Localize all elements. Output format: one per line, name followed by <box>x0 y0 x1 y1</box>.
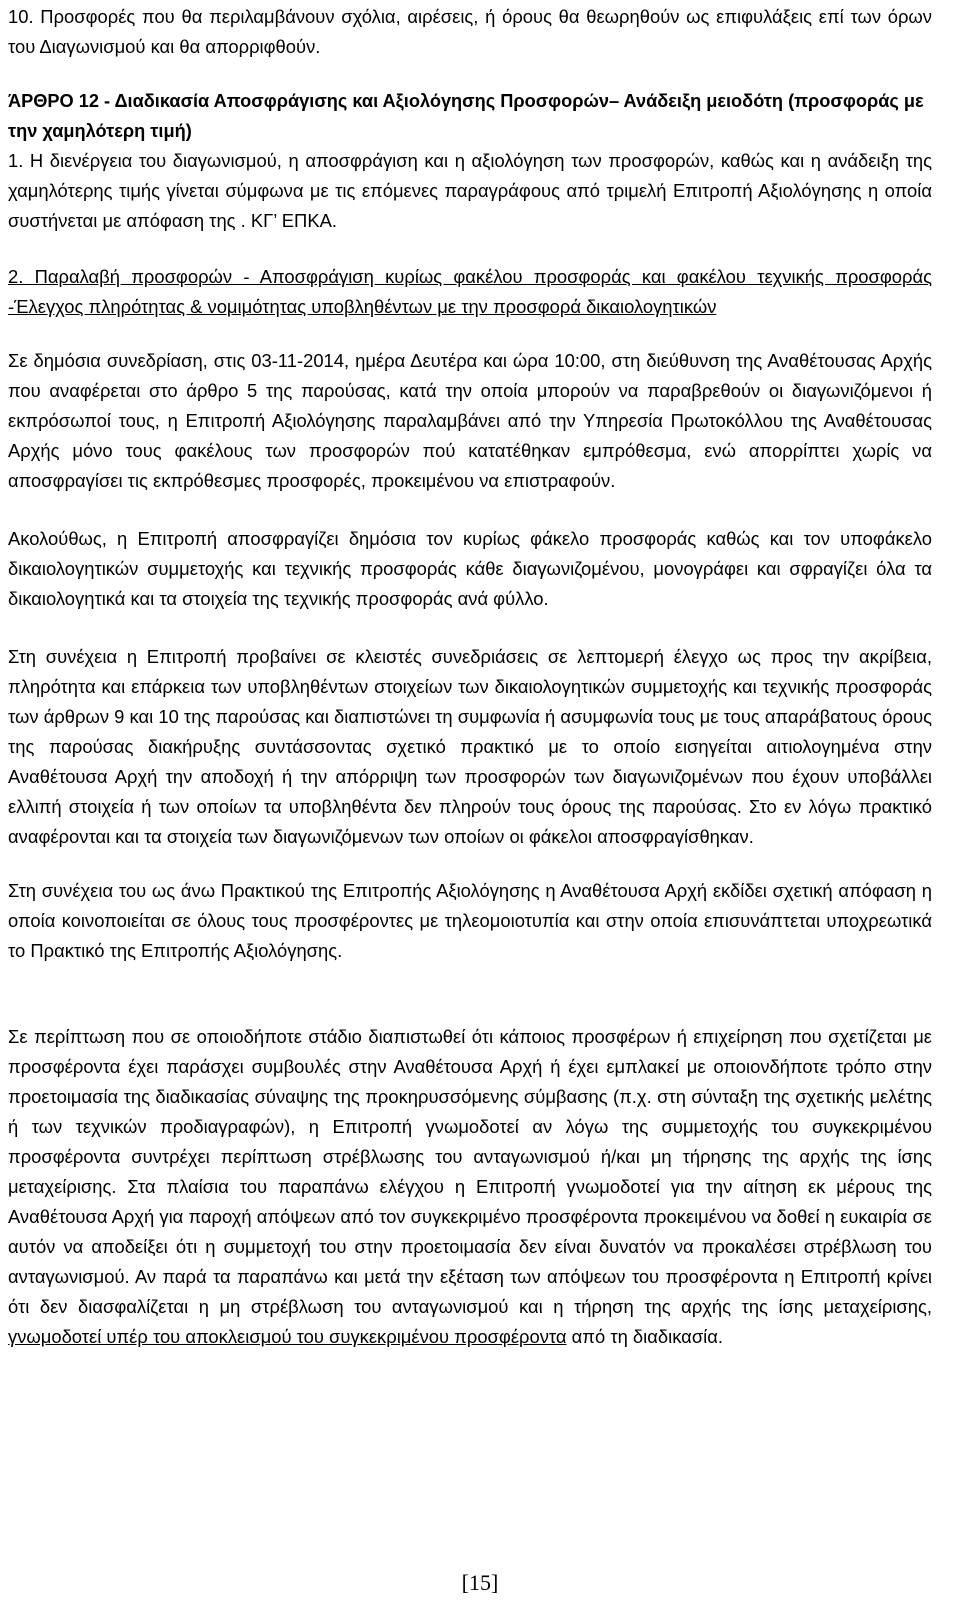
paragraph-2-text: Σε δημόσια συνεδρίαση, στις 03-11-2014, ημέρα Δευτέρα και ώρα 10:00, στη διεύθυνση της Αναθέτουσας Αρχής που αναφέρεται στο άρθρο 5 της παρούσας, κατά την οποία μπορούν να παραβρεθούν οι διαγωνιζόμενοι ή εκπρόσωποί τους, η Επιτροπή Αξιολόγησης παραλαμβάνει από την Υπηρεσία Πρωτοκόλλου της Αναθέτουσας Αρχής μόνο τους φακέλους των προσφορών πού κατατέθηκαν εμπρόθεσμα, ενώ απορρίπτει χωρίς να αποσφραγίσει τις εκπρόθεσμες προσφορές, προκειμένου να επιστραφούν. <box>8 350 932 491</box>
paragraph-1: 1. Η διενέργεια του διαγωνισμού, η αποσφράγιση και η αξιολόγηση των προσφορών, καθώς και η ανάδειξη της χαμηλότερης τιμής γίνεται σύμφωνα με τις επόμενες παραγράφους από τριμελή Επιτροπή Αξιολόγησης η οποία συστήνεται με απόφαση της . ΚΓ’ ΕΠΚΑ. <box>8 150 932 231</box>
paragraph-5: Στη συνέχεια του ως άνω Πρακτικού της Επιτροπής Αξιολόγησης η Αναθέτουσα Αρχή εκδίδει σχετική απόφαση η οποία κοινοποιείται σε όλους τους προσφέροντες με τηλεομοιοτυπία και στην οποία επισυνάπτεται υποχρεωτικά το Πρακτικό της Επιτροπής Αξιολόγησης. <box>8 880 932 961</box>
item-10-paragraph: 10. Προσφορές που θα περιλαμβάνουν σχόλια, αιρέσεις, ή όρους θα θεωρηθούν ως επιφυλάξεις επί των όρων του Διαγωνισμού και θα απορριφθούν. <box>8 6 932 57</box>
paragraph-6-ending: από τη διαδικασία. <box>566 1326 723 1347</box>
paragraph-6-text: Σε περίπτωση που σε οποιοδήποτε στάδιο διαπιστωθεί ότι κάποιος προσφέρων ή επιχείρηση που σχετίζεται με προσφέροντα έχει παράσχει συμβουλές στην Αναθέτουσα Αρχή ή έχει εμπλακεί με οποιονδήποτε τρόπο στην προετοιμασία της διαδικασίας σύναψης της προκηρυσσόμενης σύμβασης (π.χ. στη σύνταξη της σχετικής μελέτης ή των τεχνικών προδιαγραφών), η Επιτροπή γνωμοδοτεί αν λόγω της συμμετοχής του συγκεκριμένου προσφέροντα συντρέχει περίπτωση στρέβλωσης του ανταγωνισμού ή/και μη τήρησης της αρχής της ίσης μεταχείρισης. Στα πλαίσια του παραπάνω ελέγχου η Επιτροπή γνωμοδοτεί για την αίτηση εκ μέρους της Αναθέτουσα Αρχή για παροχή απόψεων από τον συγκεκριμένο προσφέροντα προκειμένου να δοθεί η ευκαιρία σε αυτόν να αποδείξει ότι η συμμετοχή του στην προετοιμασία δεν είναι δυνατόν να προκαλέσει στρέβλωση του ανταγωνισμού. Αν παρά τα παραπάνω και μετά την εξέταση των απόψεων του προσφέροντα η Επιτροπή κρίνει ότι δεν διασφαλίζεται η μη στρέβλωση του ανταγωνισμού και η τήρηση της αρχής της ίσης μεταχείρισης, <box>8 1026 932 1317</box>
paragraph-2-heading: 2. Παραλαβή προσφορών - Αποσφράγιση κυρίως φακέλου προσφοράς και φακέλου τεχνικής προσφοράς -Έλεγχος πληρότητας & νομιμότητας υποβληθέντων με την προσφορά δικαιολογητικών <box>8 266 932 317</box>
paragraph-3: Ακολούθως, η Επιτροπή αποσφραγίζει δημόσια τον κυρίως φάκελο προσφοράς καθώς και τον υποφάκελο δικαιολογητικών συμμετοχής και τεχνικής προσφοράς κάθε διαγωνιζομένου, μονογράφει και σφραγίζει όλα τα δικαιολογητικά και τα στοιχεία της τεχνικής προσφοράς ανά φύλλο. <box>8 528 932 609</box>
paragraph-4: Στη συνέχεια η Επιτροπή προβαίνει σε κλειστές συνεδριάσεις σε λεπτομερή έλεγχο ως προς την ακρίβεια, πληρότητα και επάρκεια των υποβληθέντων στοιχείων των δικαιολογητικών συμμετοχής και τεχνικής προσφοράς των άρθρων 9 και 10 της παρούσας και διαπιστώνει τη συμφωνία ή ασυμφωνία τους με τους απαράβατους όρους της παρούσας διακήρυξης συντάσσοντας σχετικό πρακτικό με το οποίο εισηγείται αιτιολογημένα στην Αναθέτουσα Αρχή την αποδοχή ή την απόρριψη των προσφορών των διαγωνιζομένων που έχουν υποβάλλει ελλιπή στοιχεία ή των οποίων τα υποβληθέντα δεν πληρούν τους όρους της παρούσας. Στο εν λόγω πρακτικό αναφέρονται και τα στοιχεία των διαγωνιζόμενων των οποίων οι φάκελοι αποσφραγίσθηκαν. <box>8 646 932 847</box>
page-number: [15] <box>461 1570 499 1595</box>
article-12-heading: ΆΡΘΡΟ 12 - Διαδικασία Αποσφράγισης και Αξιολόγησης Προσφορών– Ανάδειξη μειοδότη (προσφοράς με την χαμηλότερη τιμή) <box>8 91 924 141</box>
paragraph-6 <box>8 1022 932 1352</box>
paragraph-6-underlined-text: γνωμοδοτεί υπέρ του αποκλεισμού του συγκεκριμένου προσφέροντα <box>8 1326 567 1347</box>
